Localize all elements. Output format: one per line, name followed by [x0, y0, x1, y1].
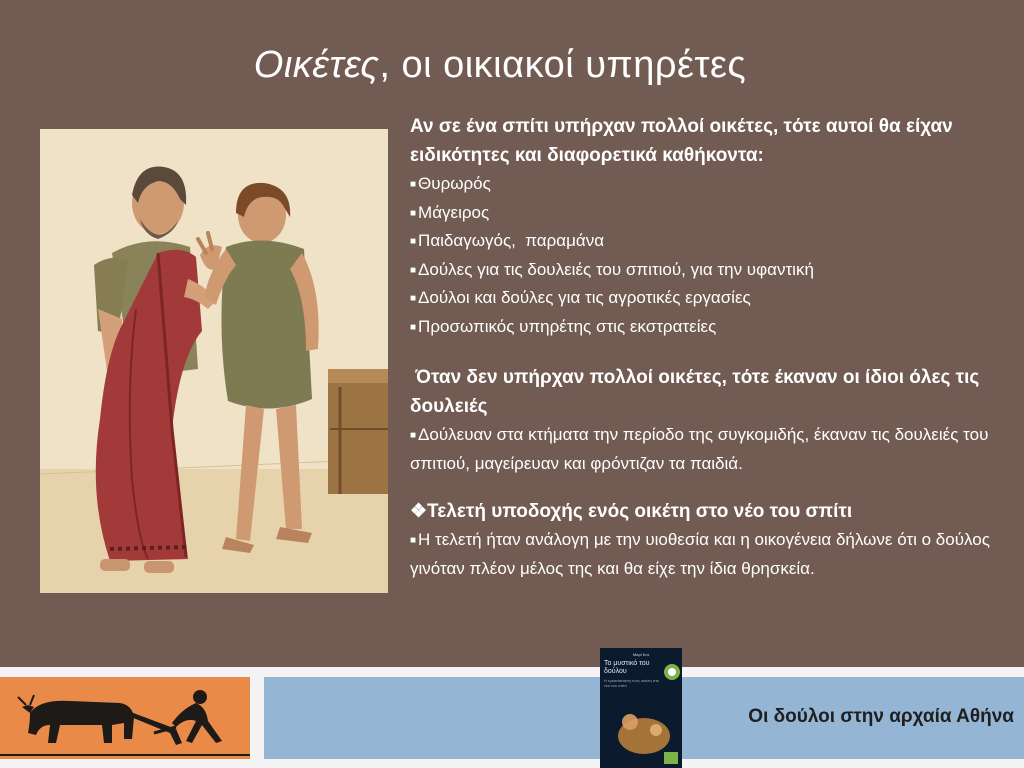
slide-title [0, 44, 1000, 87]
list-item: ■ Προσωπικός υπηρέτης στις εκστρατείες [410, 316, 717, 336]
footer-caption: Οι δούλοι στην αρχαία Αθήνα [748, 706, 1014, 727]
square-bullet-icon: ■ [410, 430, 417, 441]
master-and-slave-illustration [40, 129, 388, 593]
square-bullet-icon: ■ [410, 264, 417, 276]
content-area [410, 112, 1010, 582]
section-3-text: ■ Η τελετή ήταν ανάλογη με την υιοθεσία και η οικογένεια δήλωνε ότι ο δούλος γινόταν πλέον μέλος της και θα είχε την ίδια θρησκεία. [410, 530, 990, 578]
section-2-heading: Όταν δεν υπήρχαν πολλοί οικέτες, τότε έκαναν οι ίδιοι όλες τις δουλειές [410, 367, 985, 417]
list-item: ■ Παιδαγωγός, παραμάνα [410, 231, 605, 250]
square-bullet-icon: ■ [410, 236, 417, 247]
title-rest: , οι οικιακοί υπηρέτες [379, 44, 747, 86]
plough-scene-drawing [0, 677, 250, 759]
ancient-ploughing-scene-image [0, 677, 250, 759]
book-author: Μαρί Κοτ [632, 652, 650, 657]
diamond-bullet-icon: ❖ [410, 501, 428, 522]
book-cover-image [600, 648, 682, 768]
list-item: ■ Δούλες για τις δουλειές του σπιτιού, για την υφαντική [410, 259, 814, 279]
section-2-text: ■ Δούλευαν στα κτήματα την περίοδο της συγκομιδής, έκαναν τις δουλειές του σπιτιού, μαγείρευαν και φρόντιζαν τα παιδιά. [410, 425, 989, 473]
duties-list [410, 170, 1010, 341]
square-bullet-icon: ■ [410, 293, 417, 304]
list-item: ■ Θυρωρός [410, 174, 491, 193]
square-bullet-icon: ■ [410, 179, 417, 190]
section-1-heading: Αν σε ένα σπίτι υπήρχαν πολλοί οικέτες, τότε αυτοί θα είχαν ειδικότητες και διαφορετικά καθήκοντα: [410, 116, 953, 166]
square-bullet-icon: ■ [410, 321, 417, 333]
book-subtitle: Η εγκατάσταση ενός οικέτη στο νέο του σπίτι [604, 678, 660, 688]
book-title: Το μυστικό του δούλου [604, 660, 650, 675]
list-item: ■ Μάγειρος [410, 202, 490, 222]
square-bullet-icon: ■ [410, 535, 417, 546]
section-3-heading: ❖Τελετή υποδοχής ενός οικέτη στο νέο του σπίτι [410, 501, 853, 522]
title-italic: Οικέτες [253, 44, 380, 86]
illustration-drawing [40, 129, 388, 593]
list-item: ■ Δούλοι και δούλες για τις αγροτικές εργασίες [410, 288, 751, 307]
square-bullet-icon: ■ [410, 207, 417, 219]
